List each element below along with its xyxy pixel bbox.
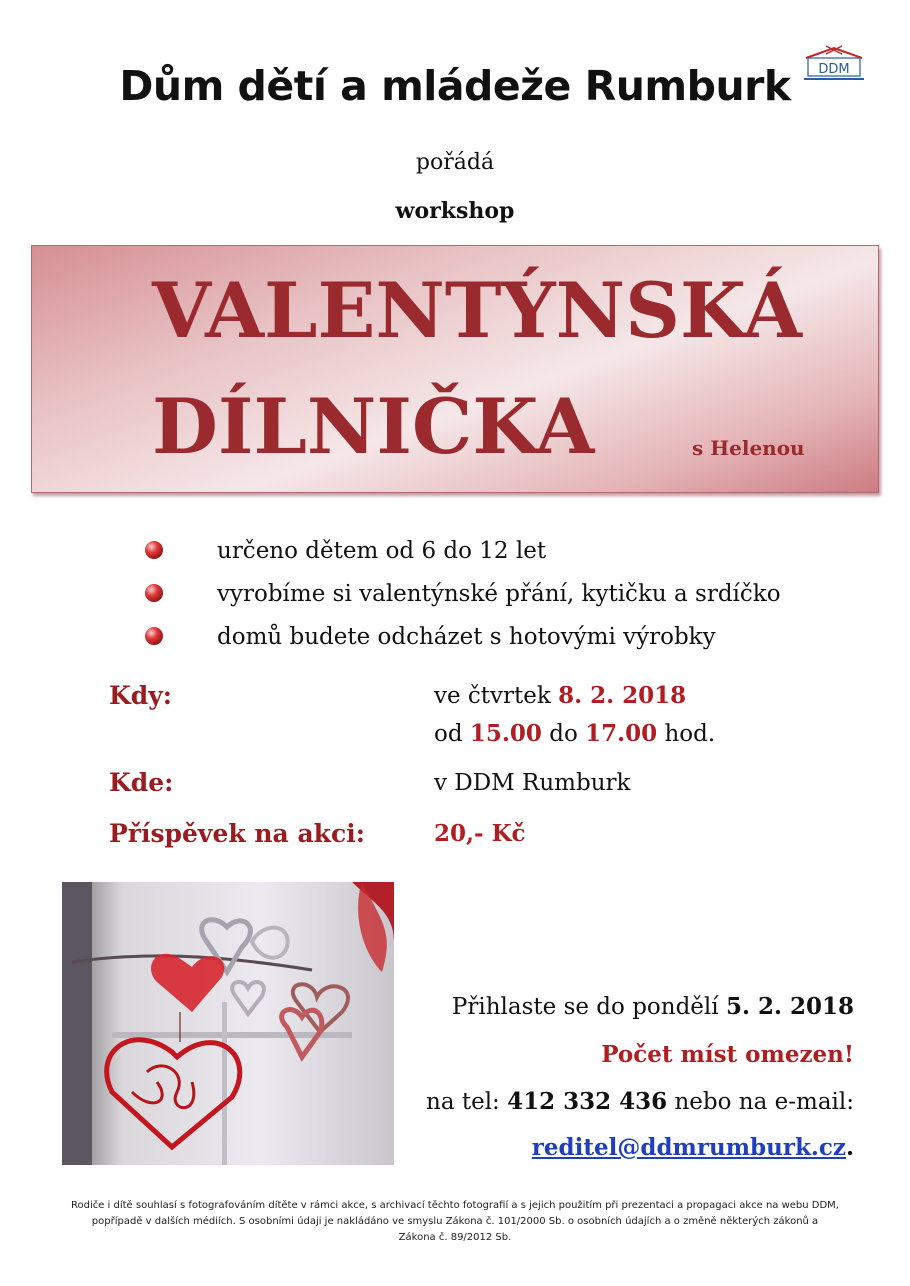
- event-date: 8. 2. 2018: [558, 682, 687, 709]
- workshop-text: workshop: [395, 198, 515, 224]
- footer-line: popřípadě v dalších médiích. S osobními údaji je nakládáno ve smyslu Zákona č. 101/2000 Sb. o osobních údajích a o změně některých zákonů a: [91, 1216, 819, 1227]
- phone-prefix: na tel:: [426, 1089, 500, 1115]
- when-prefix: ve čtvrtek: [434, 683, 551, 709]
- page-title: Dům dětí a mládeže Rumburk: [119, 62, 791, 110]
- email-line: [532, 1134, 854, 1161]
- footer-line: Zákona č. 89/2012 Sb.: [398, 1232, 512, 1243]
- when-value: [434, 682, 686, 709]
- where-value: v DDM Rumburk: [434, 770, 631, 796]
- bullet-icon: [145, 584, 163, 602]
- footer-line: Rodiče i dítě souhlasí s fotografováním dítěte v rámci akce, s archivací těchto fotografií a s jejich použitím při prezentaci a propagaci akce na webu DDM,: [70, 1200, 839, 1211]
- fee-value: 20,- Kč: [434, 820, 526, 847]
- fee-label: Příspěvek na akci:: [109, 819, 365, 848]
- time-to-prefix: do: [549, 721, 578, 747]
- time-to: 17.00: [585, 720, 658, 747]
- time-value: [434, 720, 715, 747]
- valentine-hearts-photo: [62, 882, 394, 1165]
- event-title-line1: VALENTÝNSKÁ: [152, 266, 802, 355]
- limited-capacity: Počet míst omezen!: [601, 1041, 854, 1068]
- where-label: Kde:: [109, 768, 174, 797]
- svg-text:DDM: DDM: [818, 62, 850, 77]
- ddm-logo: [800, 44, 868, 84]
- bullet-item: domů budete odcházet s hotovými výrobky: [217, 624, 716, 650]
- time-suffix: hod.: [664, 721, 716, 747]
- organizes-text: pořádá: [415, 150, 495, 175]
- time-from-prefix: od: [434, 721, 463, 747]
- bullet-icon: [145, 541, 163, 559]
- deadline-date: 5. 2. 2018: [725, 993, 854, 1020]
- when-label: Kdy:: [109, 681, 172, 710]
- time-from: 15.00: [469, 720, 542, 747]
- phone-number: 412 332 436: [507, 1088, 668, 1115]
- signup-deadline: [452, 993, 854, 1020]
- event-banner: [31, 245, 879, 493]
- bullet-item: určeno dětem od 6 do 12 let: [217, 538, 547, 564]
- event-host: s Helenou: [692, 436, 805, 460]
- bullet-item: vyrobíme si valentýnské přání, kytičku a srdíčko: [217, 581, 781, 607]
- email-period: .: [845, 1134, 854, 1161]
- photo-consent-footer: [60, 1198, 850, 1246]
- event-title-line2: DÍLNIČKA: [152, 382, 595, 471]
- email-prefix: nebo na e-mail:: [674, 1089, 854, 1115]
- deadline-text: Přihlaste se do pondělí: [451, 994, 719, 1020]
- bullet-icon: [145, 627, 163, 645]
- email-link[interactable]: reditel@ddmrumburk.cz: [531, 1134, 846, 1161]
- contact-line: [426, 1088, 854, 1115]
